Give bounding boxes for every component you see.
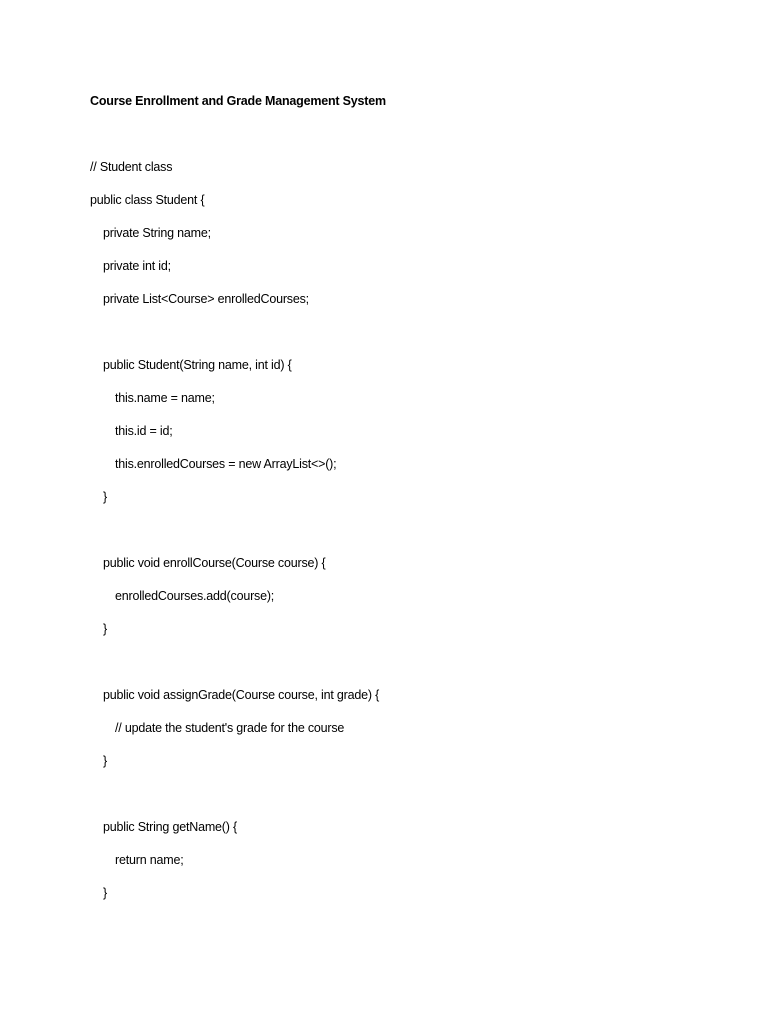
code-line: this.enrolledCourses = new ArrayList<>(); — [115, 457, 337, 471]
code-line: } — [103, 622, 107, 636]
code-line: this.name = name; — [115, 391, 215, 405]
code-line: public String getName() { — [103, 820, 237, 834]
code-line: } — [103, 886, 107, 900]
code-line — [90, 654, 379, 687]
code-line: public void enrollCourse(Course course) { — [103, 556, 326, 570]
code-line: public void assignGrade(Course course, int grade) { — [103, 688, 380, 702]
code-line — [90, 786, 379, 819]
code-line: return name; — [115, 853, 184, 867]
code-line — [90, 522, 379, 555]
code-line: public Student(String name, int id) { — [103, 358, 292, 372]
code-line: // Student class — [90, 160, 173, 174]
code-line: private int id; — [103, 259, 171, 273]
code-block — [90, 159, 379, 918]
code-line — [90, 324, 379, 357]
code-line: public class Student { — [90, 193, 205, 207]
code-line: } — [103, 754, 107, 768]
code-line: // update the student's grade for the course — [115, 721, 345, 735]
code-line: this.id = id; — [115, 424, 173, 438]
code-line: enrolledCourses.add(course); — [115, 589, 275, 603]
code-line: } — [103, 490, 107, 504]
document-title: Course Enrollment and Grade Management System — [90, 94, 386, 108]
code-line: private String name; — [103, 226, 211, 240]
code-line: private List<Course> enrolledCourses; — [103, 292, 309, 306]
